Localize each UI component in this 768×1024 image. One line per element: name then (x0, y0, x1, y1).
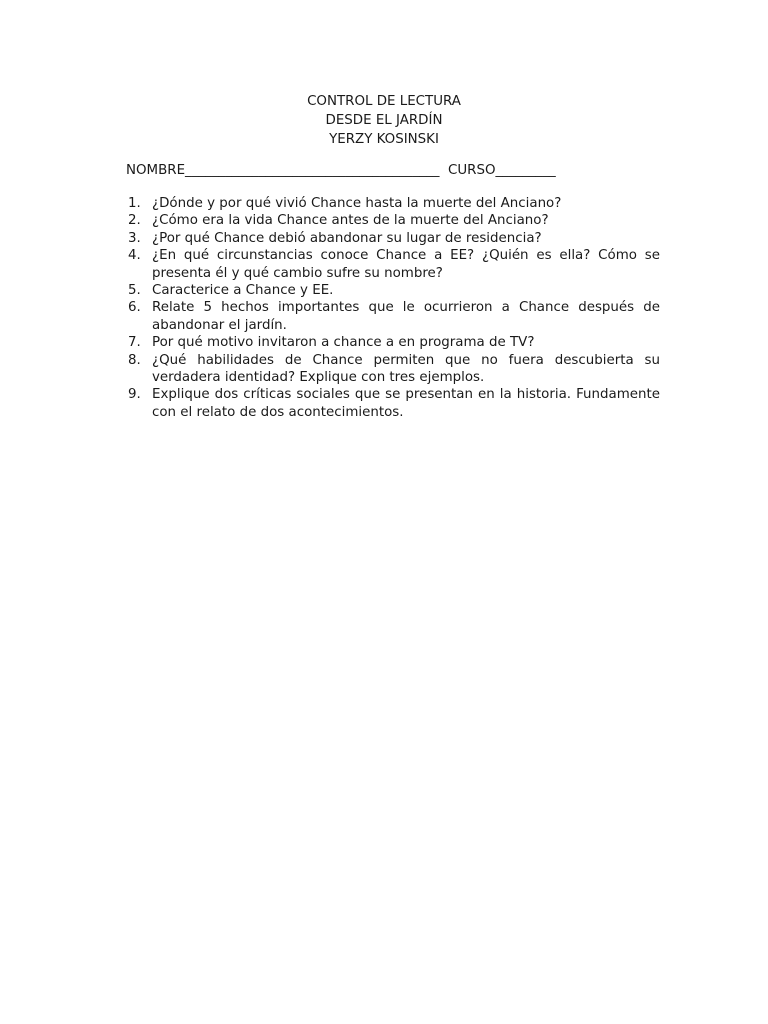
question-item (126, 247, 660, 282)
document-header (0, 92, 768, 149)
question-item (126, 334, 660, 351)
question-item (126, 299, 660, 334)
question-text: ¿Cómo era la vida Chance antes de la muerte del Anciano? (152, 213, 549, 229)
question-text: Explique dos críticas sociales que se presentan en la historia. Fundamente con el relato de dos acontecimientos. (152, 387, 660, 420)
question-number: 9. (128, 387, 141, 403)
question-text: ¿En qué circunstancias conoce Chance a EE? ¿Quién es ella? Cómo se presenta él y qué cambio sufre su nombre? (152, 248, 660, 281)
question-number: 1. (128, 196, 141, 211)
question-list (126, 195, 660, 421)
question-number: 6. (128, 300, 141, 316)
question-text: ¿Dónde y por qué vivió Chance hasta la muerte del Anciano? (152, 196, 562, 211)
header-author: YERZY KOSINSKI (329, 132, 439, 147)
question-number: 4. (128, 248, 141, 264)
question-item (126, 386, 660, 421)
question-number: 2. (128, 213, 141, 229)
question-text: Caracterice a Chance y EE. (152, 283, 334, 299)
question-text: ¿Por qué Chance debió abandonar su lugar de residencia? (152, 230, 542, 246)
header-title: CONTROL DE LECTURA (307, 94, 461, 109)
header-book-title: DESDE EL JARDÍN (325, 113, 443, 128)
question-item (126, 282, 660, 299)
question-item (126, 212, 660, 229)
question-number: 3. (128, 230, 141, 246)
question-text: Relate 5 hechos importantes que le ocurrieron a Chance después de abandonar el jardín. (152, 300, 660, 333)
question-item (126, 195, 660, 212)
question-item (126, 230, 660, 247)
question-item (126, 352, 660, 387)
name-course-line: NOMBRE______________________________________ CURSO_________ (126, 163, 556, 178)
question-number: 8. (128, 352, 141, 368)
question-text: Por qué motivo invitaron a chance a en programa de TV? (152, 335, 535, 351)
question-number: 5. (128, 283, 141, 299)
question-text: ¿Qué habilidades de Chance permiten que no fuera descubierta su verdadera identidad? Explique con tres ejemplos. (152, 352, 660, 386)
question-number: 7. (128, 335, 141, 351)
